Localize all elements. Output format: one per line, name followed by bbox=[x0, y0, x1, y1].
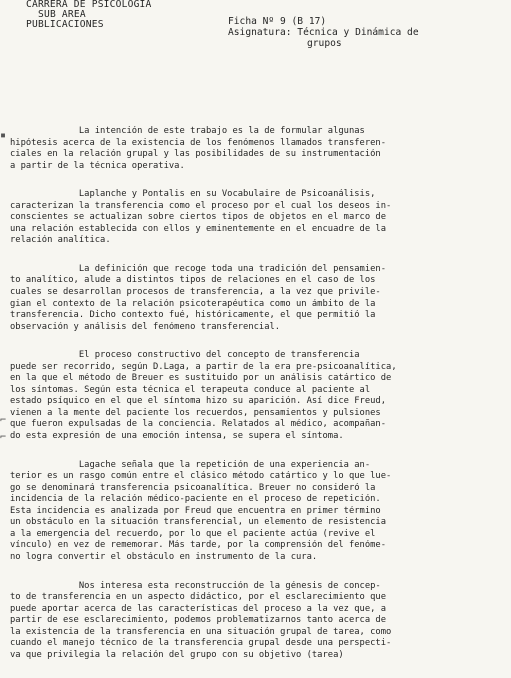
institution-header bbox=[26, 0, 152, 31]
text-line: Laplanche y Pontalis en su Vocabulaire de Psicoanálisis, bbox=[10, 189, 376, 200]
text-line: Nos interesa esta reconstrucción de la génesis de concep- bbox=[10, 580, 381, 591]
paragraph bbox=[10, 189, 502, 247]
text-line: to de transferencia en un aspecto didáctico, por el esclarecimiento que bbox=[10, 592, 387, 603]
paragraph bbox=[10, 264, 502, 333]
document-info-header bbox=[228, 16, 419, 50]
text-line: go se denominará transferencia psicoanalítica. Breuer no consideró la bbox=[10, 482, 376, 493]
text-line: transferencia. Dicho contexto fué, históricamente, el que permitió la bbox=[10, 310, 376, 321]
text-line: ciales en la relación grupal y las posibilidades de su instrumentación bbox=[10, 149, 381, 160]
text-line: La definición que recoge toda una tradición del pensamien- bbox=[10, 263, 387, 274]
text-line: El proceso constructivo del concepto de transferencia bbox=[10, 350, 360, 361]
paragraph bbox=[10, 581, 502, 662]
text-line: puede ser recorrido, según D.Laga, a partir de la era pre-psicoanalítica, bbox=[10, 361, 397, 372]
text-line: vienen a la mente del paciente los recuerdos, pensamientos y pulsiones bbox=[10, 407, 381, 418]
text-line: en la que el método de Breuer es sustituido por un análisis catártico de bbox=[10, 373, 392, 384]
document-body bbox=[10, 126, 502, 678]
text-line: Esta incidencia es analizada por Freud que encuentra en primer término bbox=[10, 505, 381, 516]
margin-mark: ⌐ bbox=[0, 415, 7, 426]
text-line: vínculo) en vez de rememorar. Más tarde, por la comprensión del fenóme- bbox=[10, 540, 387, 551]
text-line: gian el contexto de la relación psicoterapéutica como un ámbito de la bbox=[10, 298, 376, 309]
paragraph bbox=[10, 460, 502, 564]
text-line: relación analítica. bbox=[10, 235, 111, 246]
text-line: una relación establecida con ellos y eminentemente en el encuadre de la bbox=[10, 223, 387, 234]
publications: PUBLICACIONES bbox=[26, 19, 104, 31]
ficha-number: Ficha Nº 9 (B 17) bbox=[228, 16, 327, 27]
text-line: un obstáculo en la situación transferencial, un elemento de resistencia bbox=[10, 517, 387, 528]
sub-area: SUB AREA bbox=[38, 9, 86, 21]
career-name: CARRERA DE PSICOLOGIA bbox=[26, 0, 152, 10]
paragraph bbox=[10, 126, 502, 172]
text-line: incidencia de la relación médico-paciente en el proceso de repetición. bbox=[10, 494, 381, 505]
text-line: puede aportar acerca de las características del proceso a la vez que, a bbox=[10, 603, 387, 614]
text-line: La intención de este trabajo es la de formular algunas bbox=[10, 126, 365, 136]
text-line: cuando el manejo técnico de la transferencia grupal desde una perspecti- bbox=[10, 638, 392, 649]
text-line: observación y análisis del fenómeno transferencial. bbox=[10, 321, 281, 332]
text-line: hipótesis acerca de la existencia de los fenómenos llamados transferen- bbox=[10, 137, 387, 148]
text-line: do esta expresión de una emoción intensa, se supera el síntoma. bbox=[10, 431, 344, 442]
text-line: los síntomas. Según esta técnica el terapeuta conduce al paciente al bbox=[10, 384, 371, 395]
text-line: no logra convertir el obstáculo en instrumento de la cura. bbox=[10, 551, 318, 562]
margin-mark: ⌐ bbox=[0, 432, 7, 443]
asignatura-line-2: grupos bbox=[307, 38, 342, 50]
text-line: caracterizan la transferencia como el proceso por el cual los deseos in- bbox=[10, 200, 392, 211]
text-line: Lagache señala que la repetición de una experiencia an- bbox=[10, 459, 371, 470]
text-line: a la emergencia del recuerdo, por lo que el paciente actúa (revive el bbox=[10, 528, 376, 539]
text-line: terior es un rasgo común entre el clásico método catártico y lo que lue- bbox=[10, 471, 392, 482]
text-line: estado psíquico en el que el síntoma hizo su aparición. Así dice Freud, bbox=[10, 396, 387, 407]
text-line: va que privilegia la relación del grupo con su objetivo (tarea) bbox=[10, 649, 344, 660]
asignatura-line-1: Asignatura: Técnica y Dinámica de bbox=[228, 27, 419, 39]
text-line: cuales se desarrollan procesos de transferencia, a la vez que privile- bbox=[10, 287, 381, 298]
paragraph bbox=[10, 350, 502, 442]
text-line: a partir de la técnica operativa. bbox=[10, 160, 185, 171]
text-line: que fueron expulsadas de la conciencia. Relatados al médico, acompañan- bbox=[10, 419, 387, 430]
text-line: to analítico, alude a distintos tipos de relaciones en el caso de los bbox=[10, 275, 376, 286]
margin-mark: ▪ bbox=[0, 130, 7, 141]
text-line: la existencia de la transferencia en una situación grupal de tarea, como bbox=[10, 626, 392, 637]
text-line: partir de ese esclarecimiento, podemos problematizarnos tanto acerca de bbox=[10, 615, 387, 626]
text-line: conscientes se actualizan sobre ciertos tipos de objetos en el marco de bbox=[10, 212, 387, 223]
